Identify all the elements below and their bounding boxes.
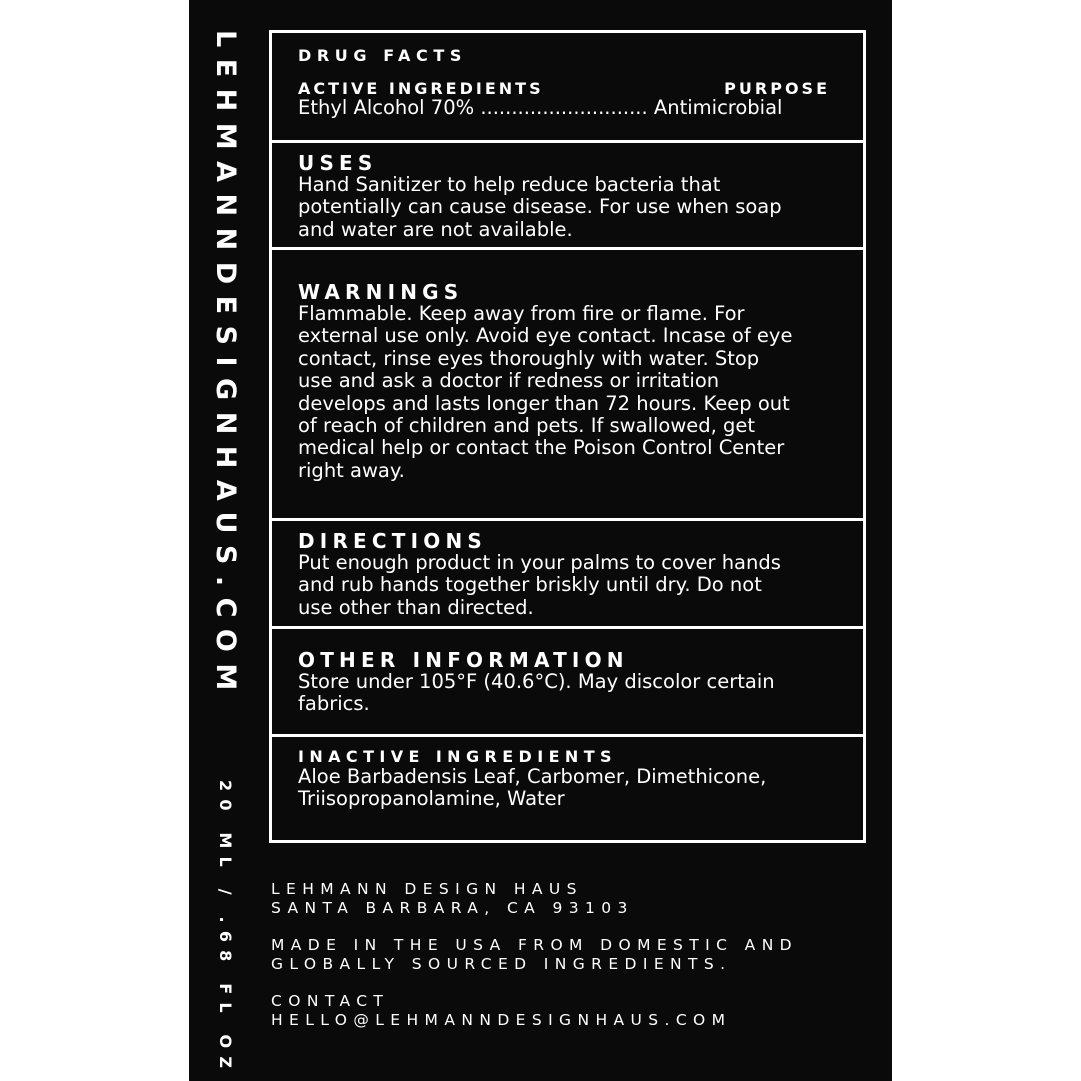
warnings-line: use and ask a doctor if redness or irritation	[298, 369, 720, 393]
drug-facts-title: DRUG FACTS	[298, 46, 467, 65]
uses-line: Hand Sanitizer to help reduce bacteria that	[298, 173, 721, 196]
inactive-ingredients-line: Triisopropanolamine, Water	[298, 787, 565, 811]
uses-line: and water are not available.	[298, 217, 573, 241]
side-volume: 20 ML / .68 FL OZ	[216, 780, 235, 1077]
active-ingredient-line: Ethyl Alcohol 70% ........................... Antimicrobial	[298, 96, 783, 119]
section-divider	[272, 247, 863, 250]
warnings-line: right away.	[298, 458, 405, 482]
active-ingredients-section	[272, 47, 863, 119]
made-in-line: GLOBALLY SOURCED INGREDIENTS.	[271, 955, 732, 973]
section-divider	[272, 626, 863, 629]
warnings-title: WARNINGS	[298, 280, 464, 304]
side-brand-url: LEHMANNDESIGNHAUS.COM	[210, 30, 241, 702]
company-name: LEHMANN DESIGN HAUS	[271, 880, 583, 898]
other-information-line: Store under 105°F (40.6°C). May discolor certain	[298, 670, 775, 693]
other-information-section	[272, 649, 863, 716]
directions-section	[272, 530, 863, 619]
warnings-line: develops and lasts longer than 72 hours. Keep out	[298, 391, 790, 415]
other-information-line: fabrics.	[298, 692, 370, 716]
inactive-ingredients-line: Aloe Barbadensis Leaf, Carbomer, Dimethicone,	[298, 765, 767, 788]
contact-label: CONTACT	[271, 992, 390, 1010]
directions-title: DIRECTIONS	[298, 529, 488, 553]
uses-line: potentially can cause disease. For use when soap	[298, 195, 782, 219]
inactive-ingredients-section	[272, 748, 863, 811]
other-information-title: OTHER INFORMATION	[298, 648, 629, 672]
warnings-line: Flammable. Keep away from fire or flame. For	[298, 302, 745, 325]
company-address: SANTA BARBARA, CA 93103	[271, 899, 634, 917]
section-divider	[272, 734, 863, 737]
warnings-line: of reach of children and pets. If swallowed, get	[298, 414, 756, 438]
directions-line: Put enough product in your palms to cover hands	[298, 551, 781, 574]
section-divider	[272, 518, 863, 521]
section-divider	[272, 140, 863, 143]
uses-title: USES	[298, 151, 378, 175]
warnings-line: external use only. Avoid eye contact. Incase of eye	[298, 324, 793, 348]
warnings-line: contact, rinse eyes thoroughly with water. Stop	[298, 346, 760, 370]
directions-line: use other than directed.	[298, 595, 534, 619]
contact-email: HELLO@LEHMANNDESIGNHAUS.COM	[271, 1011, 732, 1029]
inactive-ingredients-title: INACTIVE INGREDIENTS	[298, 747, 617, 766]
warnings-section	[272, 281, 863, 482]
directions-line: and rub hands together briskly until dry. Do not	[298, 573, 762, 597]
drug-facts-panel	[269, 30, 866, 843]
warnings-line: medical help or contact the Poison Control Center	[298, 436, 785, 460]
active-ingredients-heading: ACTIVE INGREDIENTS	[298, 79, 544, 98]
made-in-line: MADE IN THE USA FROM DOMESTIC AND	[271, 936, 799, 954]
uses-section	[272, 152, 863, 241]
purpose-heading: PURPOSE	[724, 79, 830, 98]
